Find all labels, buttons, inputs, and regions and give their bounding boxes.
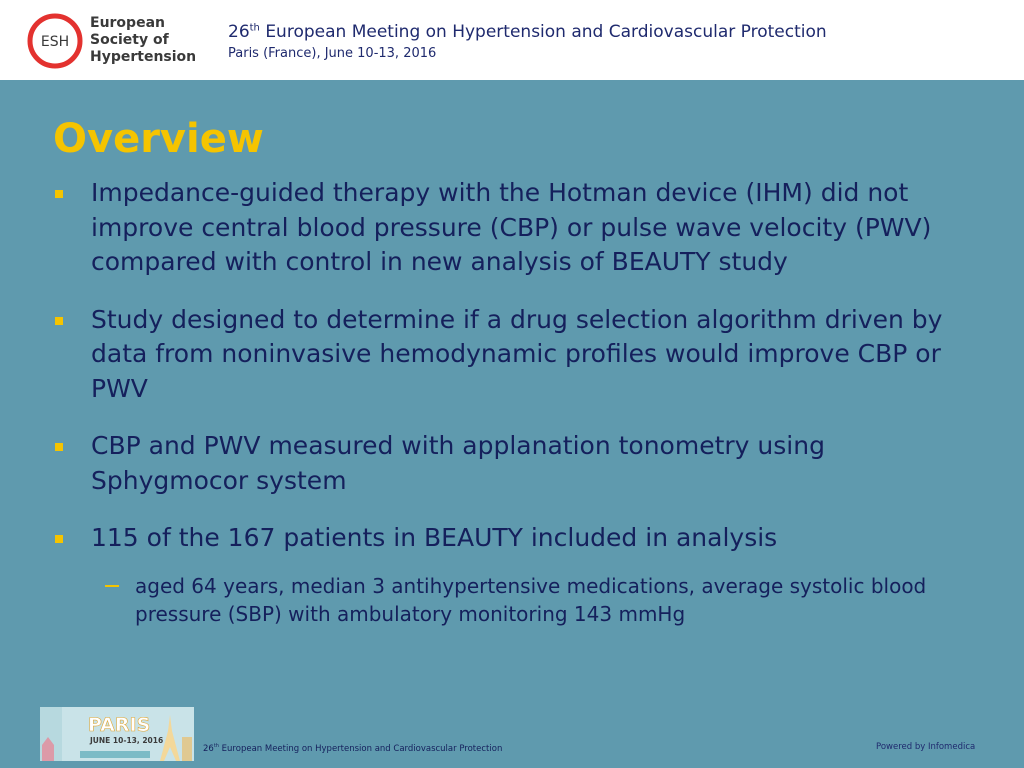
esh-logo-icon bbox=[26, 12, 84, 70]
sub-bullet-text: aged 64 years, median 3 antihypertensive medications, average systolic blood pressure (SBP) with ambulatory monitoring 143 mmHg bbox=[135, 573, 927, 626]
square-bullet-icon bbox=[55, 317, 63, 325]
bullet-text: 115 of the 167 patients in BEAUTY included in analysis bbox=[91, 523, 778, 552]
powered-by-credit: Powered by Infomedica bbox=[876, 742, 976, 752]
footer-conference-text: European Meeting on Hypertension and Cardiovascular Protection bbox=[221, 743, 503, 754]
square-bullet-icon bbox=[55, 535, 63, 543]
logo-initials: ESH bbox=[40, 34, 70, 50]
slide-title: Overview bbox=[53, 116, 264, 162]
conference-location-dates: Paris (France), June 10-13, 2016 bbox=[228, 46, 437, 61]
paris-meeting-badge bbox=[40, 707, 194, 761]
list-item bbox=[53, 521, 983, 628]
list-item bbox=[53, 303, 983, 407]
footer-conference-number: 26 bbox=[203, 743, 214, 754]
bullet-text: Study designed to determine if a drug selection algorithm driven by data from noninvasive hemodynamic profiles would improve CBP or PWV bbox=[91, 304, 943, 403]
header-bar bbox=[0, 0, 1024, 80]
square-bullet-icon bbox=[55, 443, 63, 451]
logo-line: Society of bbox=[90, 32, 169, 48]
paris-skyline-icon bbox=[40, 707, 194, 761]
bullet-text: Impedance-guided therapy with the Hotman device (IHM) did not improve central blood pressure (CBP) or pulse wave velocity (PWV) compared with control in new analysis of BEAUTY study bbox=[91, 178, 932, 276]
footer-conference-ordinal: th bbox=[213, 743, 219, 749]
conference-title bbox=[228, 22, 827, 42]
logo-line: European bbox=[90, 15, 165, 31]
logo-line: Hypertension bbox=[90, 49, 197, 65]
sub-list-item bbox=[97, 572, 983, 628]
conference-ordinal: th bbox=[249, 22, 260, 34]
dash-bullet-icon bbox=[105, 585, 119, 587]
badge-dates: JUNE 10-13, 2016 bbox=[90, 736, 164, 745]
badge-title: PARIS bbox=[88, 714, 151, 736]
list-item bbox=[53, 176, 983, 280]
square-bullet-icon bbox=[55, 190, 63, 198]
bullet-text: CBP and PWV measured with applanation tonometry using Sphygmocor system bbox=[91, 431, 825, 495]
list-item bbox=[53, 429, 983, 498]
conference-name: European Meeting on Hypertension and Cardiovascular Protection bbox=[265, 22, 827, 42]
conference-number: 26 bbox=[228, 22, 250, 42]
logo-wordmark bbox=[90, 15, 196, 66]
sub-bullet-list bbox=[97, 572, 983, 628]
footer-conference-name bbox=[203, 743, 502, 754]
bullet-list bbox=[53, 176, 983, 651]
